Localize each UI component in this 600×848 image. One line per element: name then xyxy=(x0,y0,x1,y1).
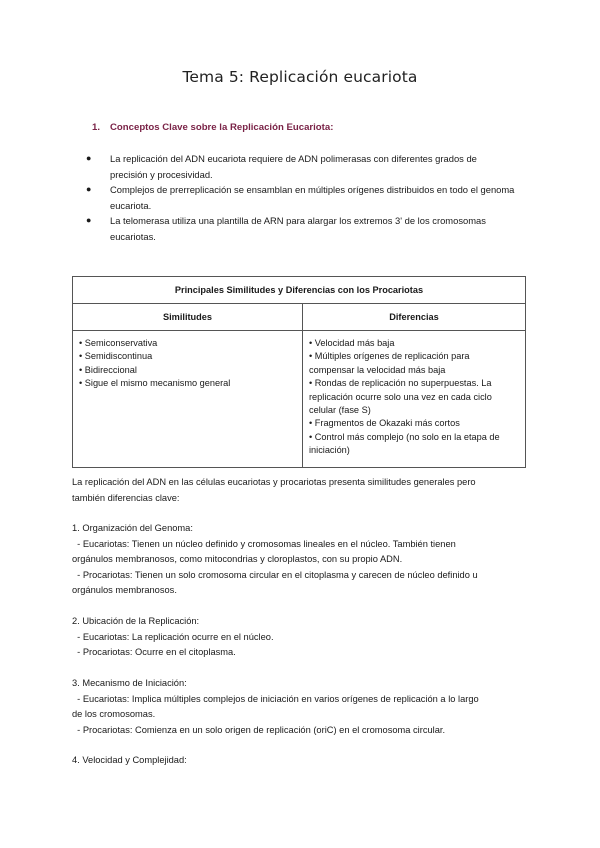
bullet-icon: ● xyxy=(86,215,92,226)
text-line: - Eucariotas: La replicación ocurre en el núcleo. xyxy=(72,631,274,642)
page-title: Tema 5: Replicación eucariota xyxy=(182,68,418,86)
list-item: ● La replicación del ADN eucariota requiere de ADN polimerasas con diferentes grados de precisión y procesividad. xyxy=(86,153,477,180)
table-cell-line: • Múltiples orígenes de replicación para xyxy=(309,351,470,362)
table-cell-line: compensar la velocidad más baja xyxy=(309,364,446,375)
comparison-table xyxy=(72,276,526,468)
column-header-diferencias: Diferencias xyxy=(303,304,526,331)
text-line: - Eucariotas: Implica múltiples complejos de iniciación en varios orígenes de replicación a lo largo xyxy=(72,693,479,704)
table-cell-line: • Fragmentos de Okazaki más cortos xyxy=(309,418,460,429)
text-line: - Procariotas: Tienen un solo cromosoma circular en el citoplasma y carecen de núcleo definido u xyxy=(72,569,478,580)
text-line: - Procariotas: Comienza en un solo origen de replicación (oriC) en el cromosoma circular. xyxy=(72,724,446,735)
list-item: ● Complejos de prerreplicación se ensamblan en múltiples orígenes distribuidos en todo el genoma eucariota. xyxy=(86,184,515,211)
subsection-title: 4. Velocidad y Complejidad: xyxy=(72,755,187,765)
bullet-icon: ● xyxy=(86,153,92,163)
diferencias-cell xyxy=(303,331,526,468)
table-cell-line: • Semidiscontinua xyxy=(79,351,153,362)
section-heading-text: Conceptos Clave sobre la Replicación Eucariota: xyxy=(110,122,334,133)
list-item: ● La telomerasa utiliza una plantilla de ARN para alargar los extremos 3' de los cromosomas eucariotas. xyxy=(86,215,486,242)
table-caption: Principales Similitudes y Diferencias con los Procariotas xyxy=(73,277,526,304)
intro-paragraph xyxy=(72,475,527,506)
section-replication-location xyxy=(72,614,527,661)
table-cell-line: • Control más complejo (no solo en la etapa de xyxy=(309,431,500,442)
text-line: La replicación del ADN en las células eucariotas y procariotas presenta similitudes generales pero xyxy=(72,477,476,487)
table-cell-line: celular (fase S) xyxy=(309,405,371,416)
text-line: - Procariotas: Ocurre en el citoplasma. xyxy=(72,647,236,658)
text-line: orgánulos membranosos, como mitocondrias y cloroplastos, con su propio ADN. xyxy=(72,554,403,565)
section-speed-complexity xyxy=(72,753,527,769)
table-cell-line: • Bidireccional xyxy=(79,364,137,375)
table-cell-line: replicación ocurre solo una vez en cada ciclo xyxy=(309,391,492,402)
key-concepts-list xyxy=(86,151,516,245)
text-line: de los cromosomas. xyxy=(72,709,156,720)
section-initiation-mechanism xyxy=(72,676,527,738)
table-cell-line: • Velocidad más baja xyxy=(309,338,395,348)
column-header-similitudes: Similitudes xyxy=(73,304,303,331)
text-line: - Eucariotas: Tienen un núcleo definido y cromosomas lineales en el núcleo. También tienen xyxy=(72,538,456,549)
table-cell-line: • Rondas de replicación no superpuestas. La xyxy=(309,378,492,389)
similitudes-cell xyxy=(73,331,303,468)
section-genome-organization xyxy=(72,521,527,599)
section-heading xyxy=(92,122,333,133)
subsection-title: 3. Mecanismo de Iniciación: xyxy=(72,678,187,688)
table-cell-line: iniciación) xyxy=(309,445,350,456)
subsection-title: 1. Organización del Genoma: xyxy=(72,523,193,533)
text-line: orgánulos membranosos. xyxy=(72,585,177,596)
section-number: 1. xyxy=(92,122,101,133)
subsection-title: 2. Ubicación de la Replicación: xyxy=(72,616,200,626)
bullet-icon: ● xyxy=(86,184,92,195)
text-line: también diferencias clave: xyxy=(72,492,180,503)
table-cell-line: • Semiconservativa xyxy=(79,338,158,348)
table-cell-line: • Sigue el mismo mecanismo general xyxy=(79,378,231,389)
